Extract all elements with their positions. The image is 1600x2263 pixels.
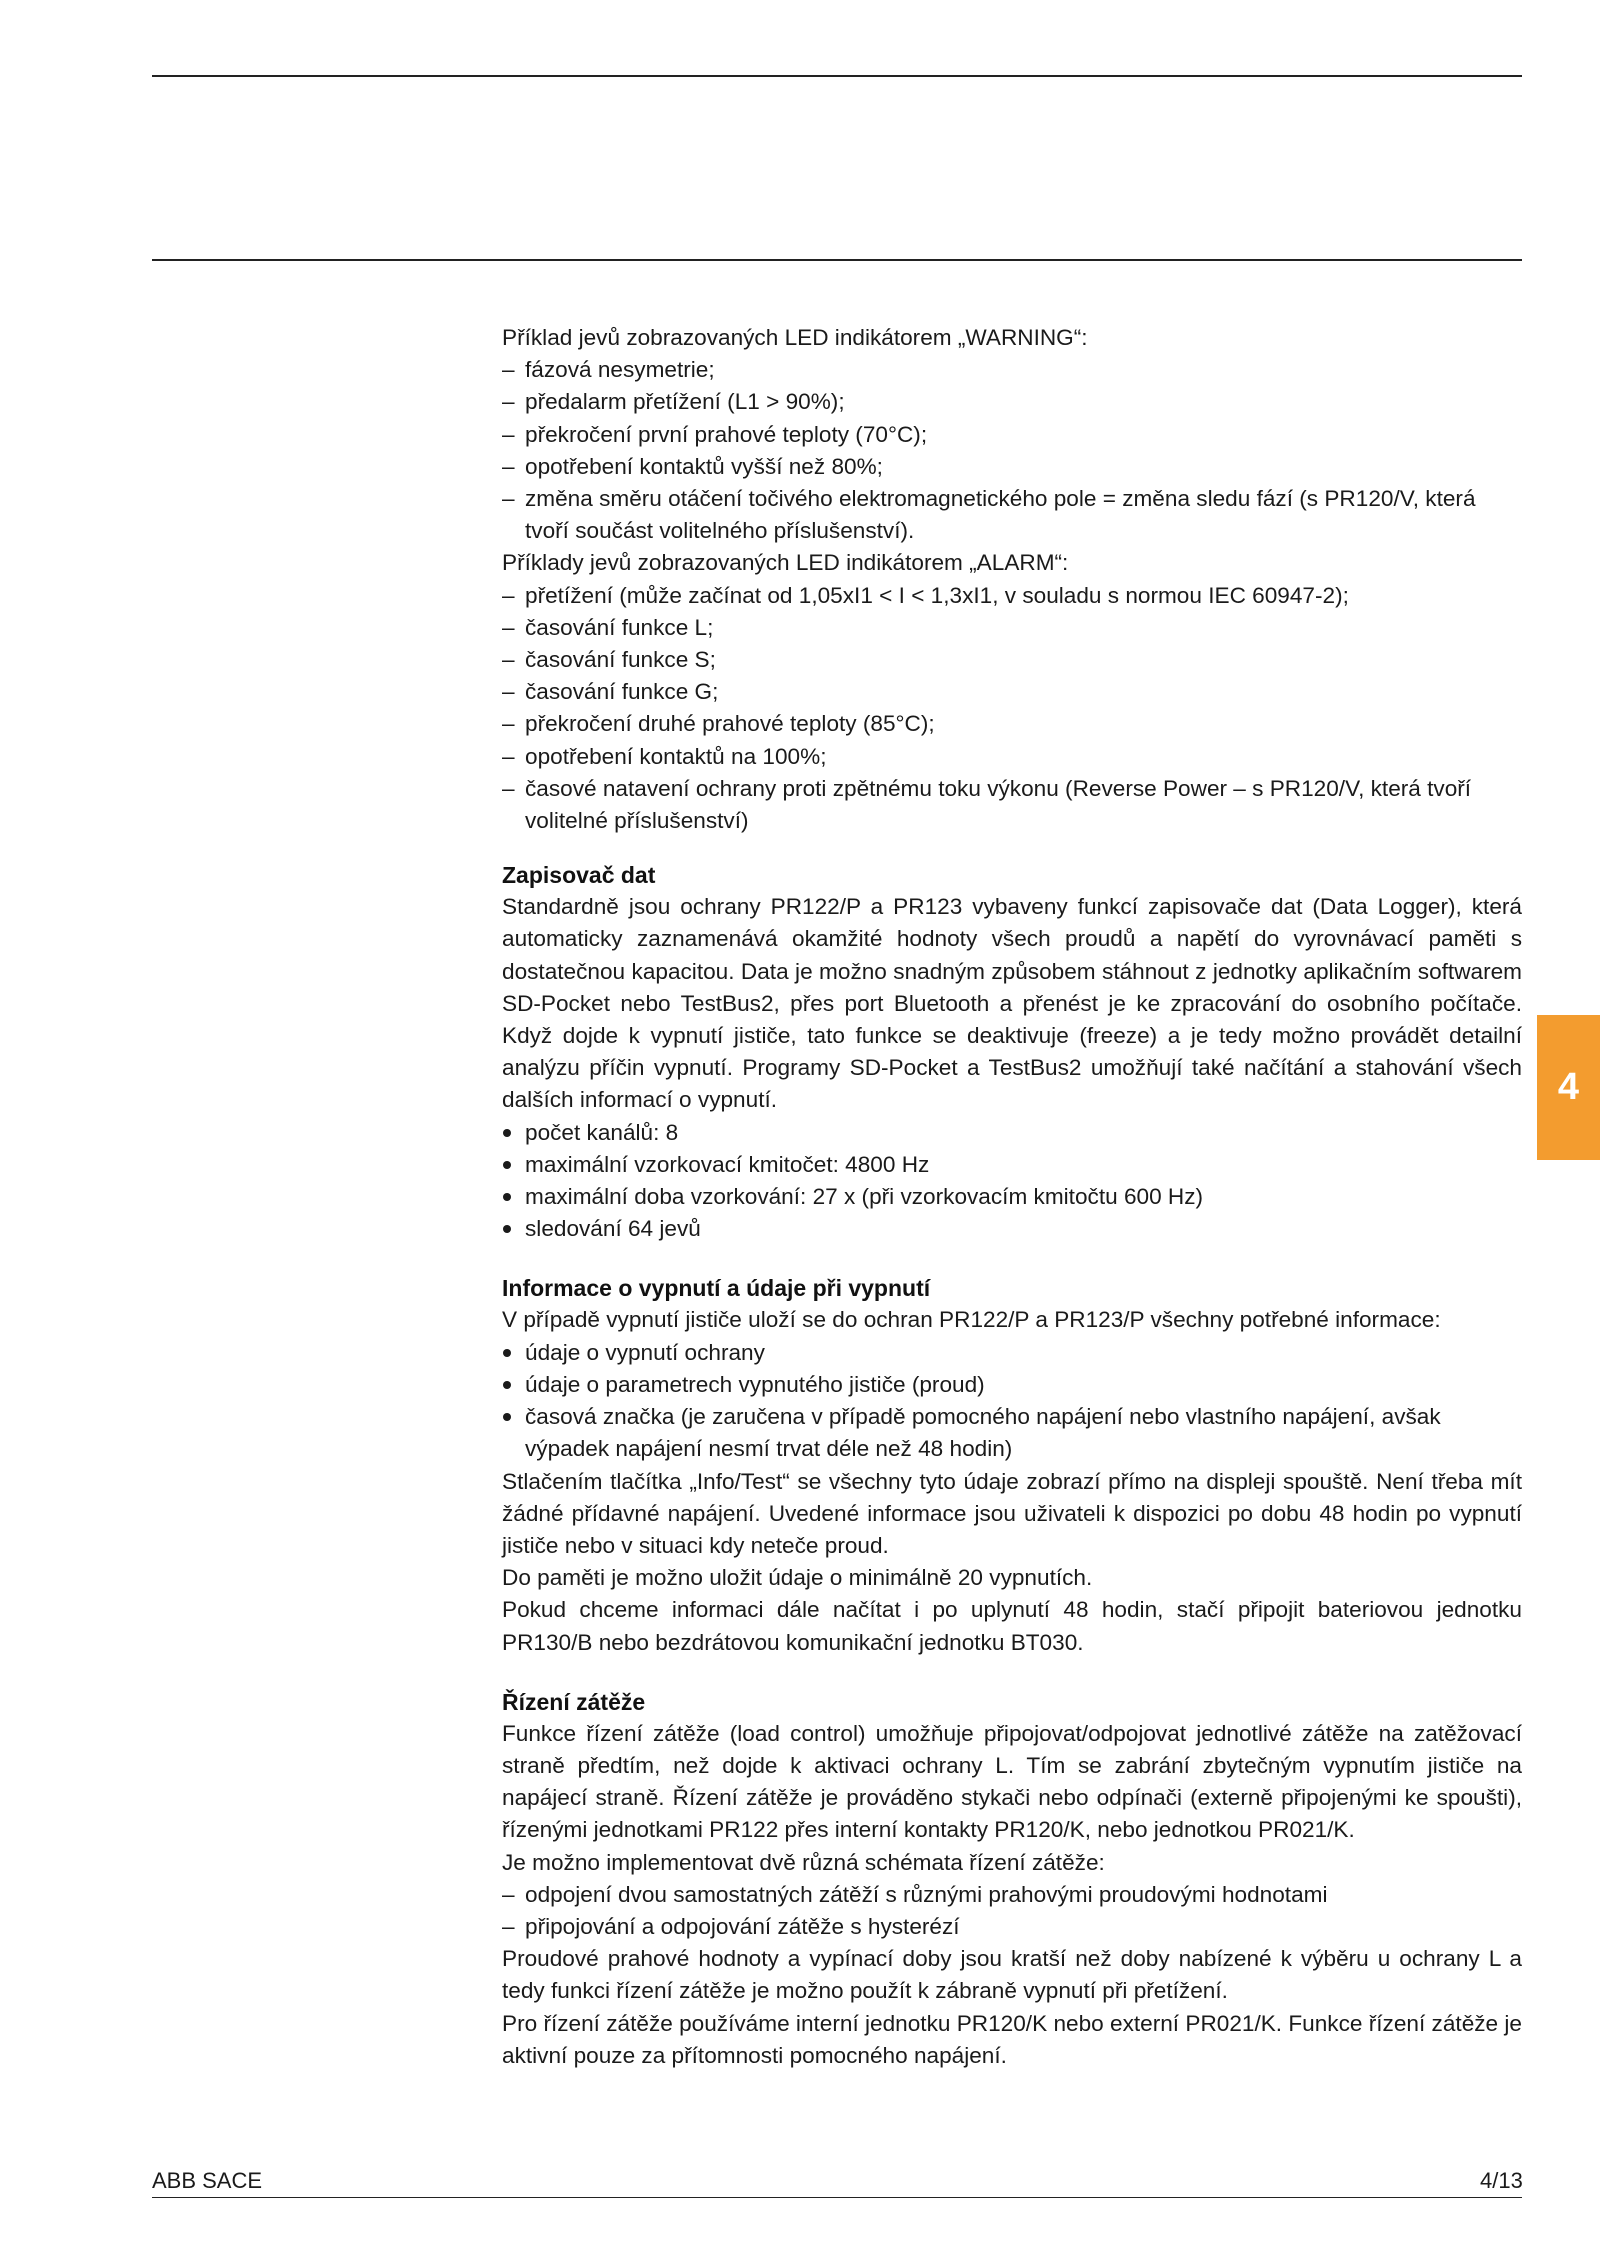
datalogger-heading: Zapisovač dat <box>502 862 656 889</box>
list-item: – překročení druhé prahové teploty (85°C); <box>502 711 935 737</box>
list-item: – přetížení (může začínat od 1,05xI1 < I < 1,3xI1, v souladu s normou IEC 60947-2); <box>502 582 1349 608</box>
list-item: – časování funkce L; <box>502 614 714 640</box>
header-rule-bottom <box>152 259 1522 261</box>
loadcontrol-paragraph-3: Proudové prahové hodnoty a vypínací doby jsou kratší než doby nabízené k výběru u ochrany L a tedy funkci řízení zátěže je možno použít k zábraně vypnutí při přetížení. <box>502 1946 1522 2004</box>
page-content <box>502 322 1522 2072</box>
bullet-icon <box>503 1413 511 1421</box>
list-item: – změna směru otáčení točivého elektromagnetického pole = změna sledu fází (s PR120/V, která tvoří součást volitelného příslušenství). <box>502 486 1476 544</box>
bullet-icon <box>503 1349 511 1357</box>
list-item: údaje o vypnutí ochrany <box>502 1337 1522 1369</box>
list-item: maximální doba vzorkování: 27 x (při vzorkovacím kmitočtu 600 Hz) <box>502 1181 1522 1213</box>
footer-company: ABB SACE <box>152 2168 263 2193</box>
list-item: – odpojení dvou samostatných zátěží s různými prahovými proudovými hodnotami <box>502 1881 1328 1907</box>
list-item: – připojování a odpojování zátěže s hysterézí <box>502 1913 960 1939</box>
list-item: maximální vzorkovací kmitočet: 4800 Hz <box>502 1149 1522 1181</box>
loadcontrol-list <box>502 1879 1522 1943</box>
tripinfo-paragraph-3: Pokud chceme informaci dále načítat i po uplynutí 48 hodin, stačí připojit bateriovou jednotku PR130/B nebo bezdrátovou komunikační jednotku BT030. <box>502 1597 1522 1655</box>
bullet-icon <box>503 1225 511 1233</box>
tripinfo-paragraph-1: Stlačením tlačítka „Info/Test“ se všechny tyto údaje zobrazí přímo na displeji spouště. Není třeba mít žádné přídavné napájení. Uvedené informace jsou uživateli k dispozici po dobu 48 hodin po vypnutí jističe nebo v situaci kdy neteče proud. <box>502 1468 1522 1558</box>
list-item: – časové natavení ochrany proti zpětnému toku výkonu (Reverse Power – s PR120/V, která tvoří volitelné příslušenství) <box>502 775 1472 834</box>
warning-intro: Příklad jevů zobrazovaných LED indikátorem „WARNING“: <box>502 325 1088 350</box>
page-number: 4/13 <box>1480 2168 1523 2193</box>
list-item: údaje o parametrech vypnutého jističe (proud) <box>502 1369 1522 1401</box>
bullet-icon <box>503 1381 511 1389</box>
list-item: časová značka (je zaručena v případě pomocného napájení nebo vlastního napájení, avšak výpadek napájení nesmí trvat déle než 48 hodin) <box>502 1401 1522 1465</box>
alarm-list <box>502 580 1522 838</box>
loadcontrol-paragraph-2: Je možno implementovat dvě různá schémata řízení zátěže: <box>502 1849 1105 1875</box>
list-item: – předalarm přetížení (L1 > 90%); <box>502 389 845 415</box>
tripinfo-list <box>502 1337 1522 1466</box>
tripinfo-intro: V případě vypnutí jističe uloží se do ochran PR122/P a PR123/P všechny potřebné informace: <box>502 1307 1441 1333</box>
list-item: počet kanálů: 8 <box>502 1117 1522 1149</box>
list-item: – opotřebení kontaktů na 100%; <box>502 743 827 769</box>
list-item: – fázová nesymetrie; <box>502 357 715 383</box>
datalogger-list <box>502 1117 1522 1246</box>
loadcontrol-heading: Řízení zátěže <box>502 1688 646 1715</box>
list-item: – překročení první prahové teploty (70°C); <box>502 421 928 447</box>
list-item: – časování funkce G; <box>502 679 719 705</box>
list-item: sledování 64 jevů <box>502 1213 1522 1245</box>
warning-list <box>502 354 1522 547</box>
alarm-intro: Příklady jevů zobrazovaných LED indikátorem „ALARM“: <box>502 550 1069 576</box>
bullet-icon <box>503 1129 511 1137</box>
loadcontrol-paragraph-1: Funkce řízení zátěže (load control) umožňuje připojovat/odpojovat jednotlivé zátěže na zatěžovací straně předtím, než dojde k aktivaci ochrany L. Tím se zabrání zbytečným vypnutím jističe na napájecí straně. Řízení zátěže je prováděno stykači nebo odpínači (externě připojenými ke spoušti), řízenými jednotkami PR122 přes interní kontakty PR120/K, nebo jednotkou PR021/K. <box>502 1720 1522 1843</box>
bullet-icon <box>503 1161 511 1169</box>
datalogger-paragraph: Standardně jsou ochrany PR122/P a PR123 vybaveny funkcí zapisovače dat (Data Logger), která automaticky zaznamenává okamžité hodnoty všech proudů a napětí do vyrovnávací paměti s dostatečnou kapacitou. Data je možno snadným způsobem stáhnout z jednotky aplikačním softwarem SD-Pocket nebo TestBus2, přes port Bluetooth a přenést je ke zpracování do osobního počítače. Když dojde k vypnutí jističe, tato funkce se deaktivuje (freeze) a je tedy možno provádět detailní analýzu příčin vypnutí. Programy SD-Pocket a TestBus2 umožňují také načítání a stahování všech dalších informací o vypnutí. <box>502 894 1522 1113</box>
header-rule-top <box>152 75 1522 77</box>
tripinfo-heading: Informace o vypnutí a údaje při vypnutí <box>502 1275 931 1302</box>
list-item: – opotřebení kontaktů vyšší než 80%; <box>502 453 883 479</box>
chapter-tab: 4 <box>1537 1015 1600 1160</box>
list-item: – časování funkce S; <box>502 647 716 673</box>
tripinfo-paragraph-2: Do paměti je možno uložit údaje o minimálně 20 vypnutích. <box>502 1565 1093 1591</box>
bullet-icon <box>503 1193 511 1201</box>
footer-rule <box>152 2197 1522 2198</box>
loadcontrol-paragraph-4: Pro řízení zátěže používáme interní jednotku PR120/K nebo externí PR021/K. Funkce řízení zátěže je aktivní pouze za přítomnosti pomocného napájení. <box>502 2010 1522 2068</box>
